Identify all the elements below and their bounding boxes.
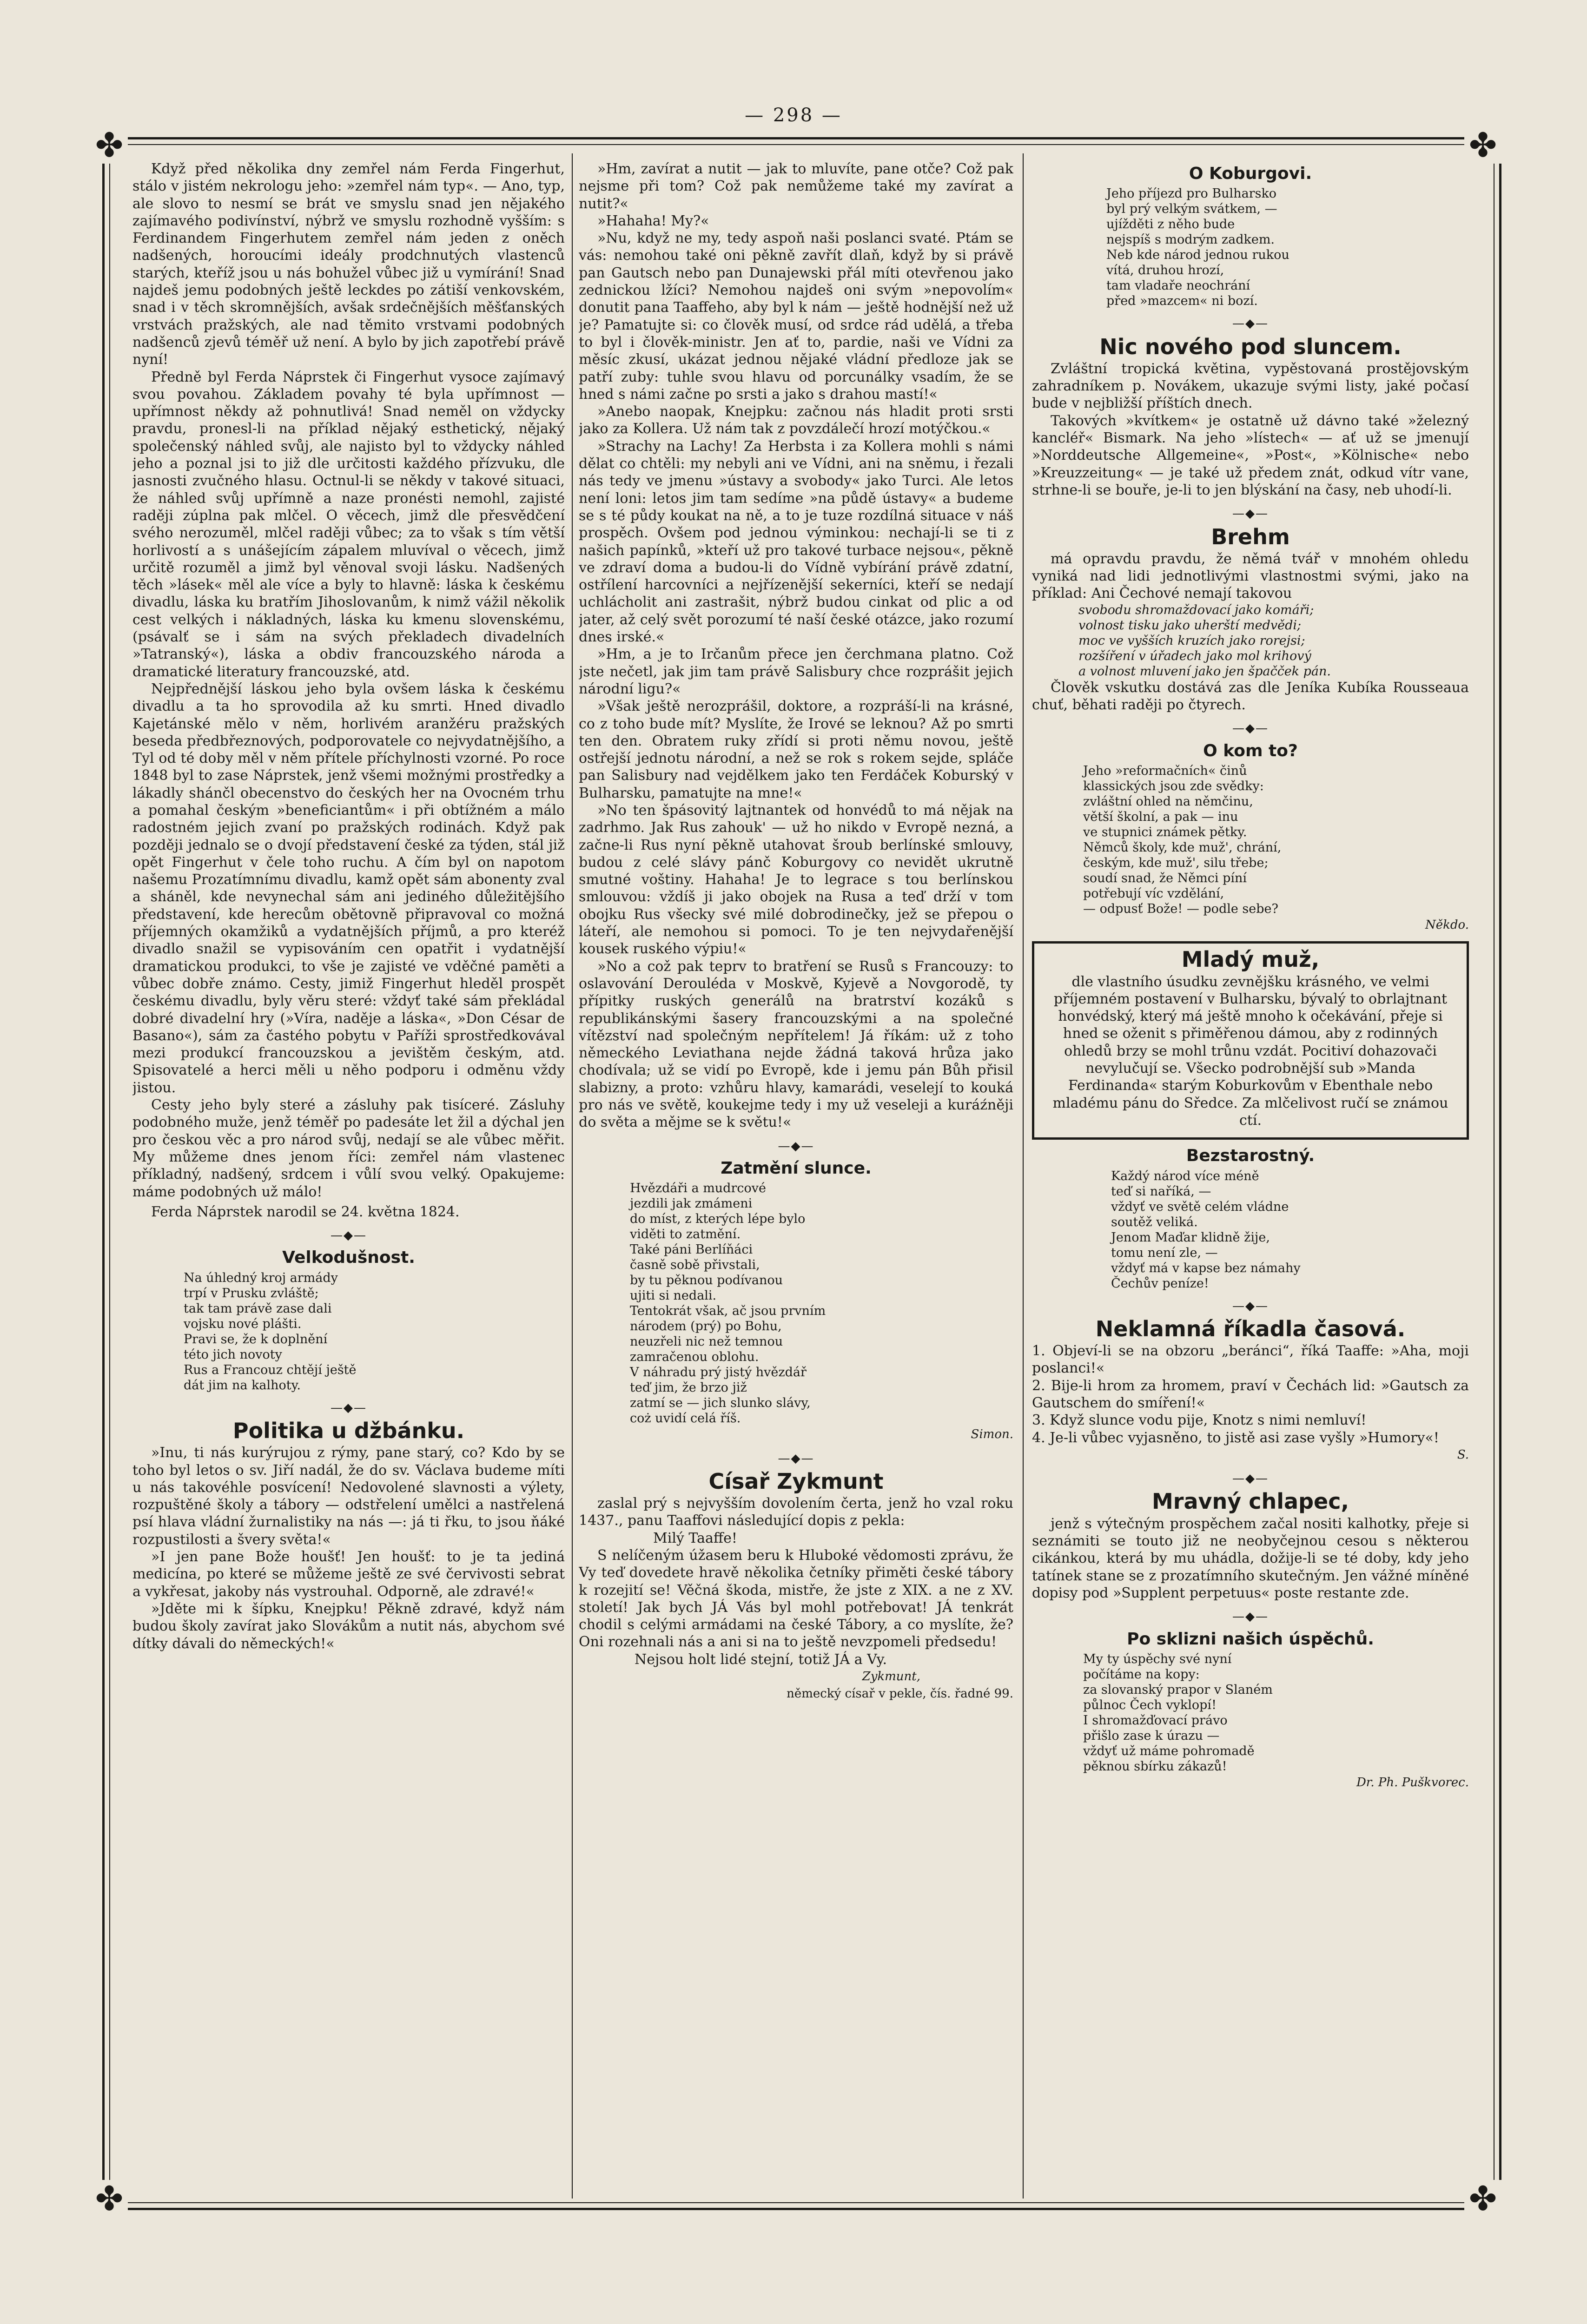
poem-line: zvláštní ohled na němčinu, [1083, 794, 1253, 809]
list-line: svobodu shromaždovací jako komáři; [1078, 602, 1314, 617]
poem-line: tak tam právě zase dali [184, 1301, 332, 1316]
numbered-item: 1. Objeví-li se na obzoru „beránci“, říká Taaffe: »Aha, moji poslanci!« [1032, 1343, 1469, 1377]
poem-line: do míst, z kterých lépe bylo [630, 1212, 806, 1227]
advert-title: Mladý muž, [1181, 947, 1320, 972]
page-number: — 298 — [745, 105, 842, 126]
poem-line: vždyť ve světě celém vládne [1111, 1199, 1289, 1214]
list-line: rozšíření v úřadech jako mol krihový [1078, 648, 1311, 663]
dialog-paragraph: »Jděte mi k šípku, Knejpku! Pěkně zdravé, když nám budou školy zavírat jako Slovákům a nutit nás, abychom své dítky dávali do německých!« [132, 1600, 565, 1652]
dialog-paragraph: »Nu, když ne my, tedy aspoň naši poslanci svaté. Ptám se vás: nemohou také oni pěkně zavřít dlaň, když by si právě pan Gautsch nebo pan Dunajewski přál míti otevřenou jako zednickou lžíci? Nemohou najdeš oni svým »nepovolím« donutit pana Taaffeho, aby byl k nám — ještě hodnější než už je? Pamatujte si: co člověk musí, od srdce rád udělá, a třeba to byl i člověk-ministr. Jen ať to, pardie, naši ve Vídni za měsíc zkusí, ukázat jednou nějaké vládní předloze jak se patří zuby: tuhle svou hlavu od porcunálky vsadím, že se hned s námi začne po srsti a jako s drahou mastí!« [579, 230, 1013, 403]
poem-line: soutěž veliká. [1111, 1215, 1198, 1229]
article-paragraph: Člověk vskutku dostává zas dle Jeníka Kubíka Rousseaua chuť, běhati raději po čtyrech. [1032, 679, 1469, 713]
poem-line: soudí snad, že Němci píní [1083, 871, 1247, 885]
dialog-paragraph: »Hm, a je to Irčanům přece jen čerchmana platno. Což jste nečetl, jak jim tam právě Salisbury chce rozprášit jejich národní ligu?« [579, 646, 1013, 697]
poem-line: Jeho »reformačních« činů [1083, 763, 1247, 778]
poem-line: za slovanský prapor v Slaném [1083, 1682, 1273, 1697]
poem-title: Po sklizni našich úspěchů. [1127, 1629, 1374, 1649]
poem-title: Bezstarostný. [1186, 1146, 1315, 1166]
poem-line: viděti to zatmění. [630, 1227, 741, 1242]
poem-line: Na úhledný kroj armády [184, 1270, 338, 1285]
poem-line: dát jim na kalhoty. [184, 1378, 301, 1393]
separator-ornament-icon: —◆— [1232, 1472, 1269, 1486]
column-3 [1032, 160, 1469, 2187]
poem-line: přišlo zase k úrazu — [1083, 1728, 1220, 1743]
poem-line: coż uvidí celá říš. [630, 1411, 741, 1426]
article-paragraph: jenž s výtečným prospěchem začal nositi kalhotky, přeje si seznámiti se touto již ne neobyčejnou cesou s některou cikánkou, která by mu uhádla, dožije-li se té doby, kdy jeho tatínek stane se z prozatímního skutečným. Jen vážné míněné dopisy pod »Supplent perpetuus« poste restante zde. [1032, 1515, 1469, 1601]
separator-ornament-icon: —◆— [331, 1228, 367, 1243]
numbered-item: 4. Je-li vůbec vyjasněno, to jistě asi zase vyšly »Humory«! [1032, 1429, 1439, 1446]
letter-close: Nejsou holt lidé stejní, totiž JÁ a Vy. [635, 1651, 887, 1668]
column-rule [1023, 153, 1024, 2199]
poem-line: ujiti si nedali. [630, 1288, 717, 1303]
dialog-paragraph: »Anebo naopak, Knejpku: začnou nás hladit proti srsti jako za Kollera. Už nám tak z povzdálečí hrozí motýčkou.« [579, 403, 1013, 437]
article-paragraph: Nejpřednější láskou jeho byla ovšem láska k českému divadlu a ta ho sprovodila až ku smrti. Hned divadlo Kajetánské mělo v něm, horlivém aranžéru pražských beseda předbřeznových, podporovatele co nejvydatnějšího, a Tyl od té doby měl v něm přítele příchylnosti vzorné. Po roce 1848 byl to zase Náprstek, jenž všemi možnými prostředky a lákadly shánčl obecenstvo do českých her na Ovocném trhu a pomahal českým »beneficiantům« i při obtížném a málo radostném jejich zvaní po pražských rodinách. Když pak později jednalo se o dvojí představení české za týden, stál již opět Fingerhut v čele toho ruchu. A čím byl on napotom našemu Prozatímnímu divadlu, kamž opět sám abonenty zval a sháněl, kde nevynechal sám ani jediného důležitějšího představení, kde herecům obětovně připravoval co možná příjemných okamžiků a vydatnějších příjmů, a pro kteréž divadlo snažil se vypisováním cen opatřit i vydatnější dramatickou produkci, to vše je zajisté ve vděčné paměti a vůbec dobře známo. Cesty, jimiž Fingerhut hleděl prospět českému divadlu, byly věru steré: vždyť také sám překládal dobré divadelní hry (»Víra, naděje a láska«, »Don César de Basano«), sám za častého pobytu v Paříži sprostředkovával mezi produkcí francouzskou a jevištěm českým, atd. Spisovatelé a herci měli u něho podporu i odměnu vždy jistou. [132, 680, 565, 1096]
numbered-item: 2. Bije-li hrom za hromem, praví v Čechách lid: »Gautsch za Gautschem do smíření!« [1032, 1377, 1469, 1411]
poem-line: Každý národ více méně [1111, 1169, 1259, 1183]
section-title: Nic nového pod sluncem. [1099, 334, 1402, 359]
poem-signature: Dr. Ph. Puškvorec. [1356, 1775, 1469, 1789]
separator-ornament-icon: —◆— [1232, 1610, 1269, 1624]
poem-line: byl prý velkým svátkem, — [1106, 202, 1277, 217]
poem-zatmeni [579, 1181, 1013, 1426]
poem-line: teď jim, že brzo již [630, 1380, 747, 1395]
poem-line: Neb kde národ jednou rukou [1106, 248, 1289, 263]
poem-line: této jich novoty [184, 1347, 282, 1362]
poem-line: Jenom Maďar klidně žije, [1111, 1230, 1270, 1245]
poem-line: jezdili jak zmámeni [630, 1196, 753, 1211]
letter-signature: Zykmunt, [862, 1670, 920, 1684]
poem-title: O kom to? [1203, 741, 1298, 760]
poem-line: vždyť už máme pohromadě [1083, 1743, 1255, 1758]
separator-ornament-icon: —◆— [1232, 721, 1269, 736]
poem-line: neuzřeli nic než temnou [630, 1334, 783, 1349]
article-paragraph: Takových »kvítkem« je ostatně už dávno také »železný kancléř« Bismark. Na jeho »lístech« — ať už se jmenují »Norddeutsche Allgemeine«, »Post«, »Kölnische« nebo »Kreuzzeitung« — je také už předem znát, odkud vítr vane, strhne-li se bouře, je-li to jen blýskání na časy, neb uhodí-li. [1032, 412, 1469, 498]
section-title: Císař Zykmunt [708, 1468, 884, 1494]
dialog-paragraph: »Inu, ti nás kurýrujou z rýmy, pane starý, co? Kdo by se toho byl letos o sv. Jiří nadál, že do sv. Václava budeme míti u nás takovéhle posvícení! Nedovolené slavnosti a výlety, rozpuštěné školy a tábory — odstřelení umělci a nastřelená psí hlava vládní žurnalistiky na nás —: já ti řku, to jsou ňáké rozpustilosti a švery světa!« [132, 1445, 565, 1548]
poem-signature: Někdo. [1425, 918, 1469, 932]
poem-line: Pravi se, že k doplnění [184, 1332, 328, 1347]
column-1 [132, 160, 565, 2187]
poem-line: zamračenou oblohu. [630, 1350, 759, 1365]
poem-line: Čechův peníze! [1111, 1276, 1209, 1291]
poem-line: nejspíš s modrým zadkem. [1106, 232, 1275, 247]
poem-line: českým, kde muž', silu třebe; [1083, 855, 1269, 870]
poem-line: potřebují víc vzdělání, [1083, 886, 1224, 901]
poem-line: trpí v Prusku zvláště; [184, 1286, 319, 1301]
poem-line: národem (prý) po Bohu, [630, 1319, 782, 1334]
separator-ornament-icon: —◆— [1232, 507, 1269, 521]
article-paragraph: Když před několika dny zemřel nám Ferda Fingerhut, stálo v jistém nekrologu jeho: »zemřel nám typ«. — Ano, typ, ale slovo to nesmí se brát ve smyslu snad jen nějakého zajímavého podivínství, nýbrž ve smyslu rozhodně vyšším: s Ferdinandem Fingerhutem zemřel nám jeden z oněch nadšených, horoucími ideály prodchnutých vlastenců starých, kteříž jsou u nás bohužel vůbec již u vymírání! Snad najdeš jemu podobných ještě leckdes po zátiší venkovském, snad i v těch skromnějších, avšak srdečnějších měšťanských vrstvách pražských, ale nad těmito vrstvami podobných nadšenců zjevů téměř už není. A bylo by jich zapotřebí právě nyní! [132, 161, 565, 368]
poem-line: zatmí se — jich slunko slávy, [630, 1396, 811, 1411]
poem-line: počítáme na kopy: [1083, 1667, 1200, 1682]
dialog-paragraph: »No a což pak teprv to bratření se Rusů s Francouzy: to oslavování Derouléda v Moskvě, Kyjevě a Novgorodě, ty přípitky ruských generálů na bratrství kozáků s republikánskými šasery francouzskými a na společné vítězství nad společným nepřítelem! Já říkám: už z toho německého Leviathana nejde žádná taková hrůza jako chodívala; už se vidí po Evropě, kde i jemu pán Bůh přisil slabizny, a proto: vzhůru hlavy, kamarádi, veselejí to kouká pro nás ve světě, koukejme tedy i my už veseleji a kuráźněji do světa a mějme se k světu!« [579, 958, 1013, 1131]
poem-line: vítá, druhou hrozí, [1106, 263, 1224, 278]
letter-intro: zaslal prý s nejvyšším dovolením čerta, jenž ho vzal roku 1437., panu Taaffovi následující dopis z pekla: [579, 1495, 1013, 1529]
separator-ornament-icon: —◆— [778, 1451, 814, 1466]
poem-title: Velkodušnost. [282, 1248, 415, 1268]
list-line: moc ve vyšších kruzích jako rorejsi; [1078, 633, 1305, 648]
dialog-paragraph: »Hm, zavírat a nutit — jak to mluvíte, pane otče? Což pak nejsme při tom? Což pak nemůžeme také my zavírat a nutit?« [579, 161, 1013, 212]
poem-line: I shromažďovací právo [1083, 1713, 1228, 1728]
poem-line: větší školní, a pak — inu [1083, 809, 1238, 824]
dialog-paragraph: »I jen pane Bože houšť! Jen houšť: to je ta jediná medicína, po které se můžeme ještě ze své červivosti sebrat a vykřesat, jakoby nás vystrouhal. Odporně, ale zdravé!« [132, 1549, 565, 1600]
poem-line: — odpusť Bože! — podle sebe? [1083, 901, 1278, 916]
poem-line: Rus a Francouz chtějí ještě [184, 1362, 357, 1377]
poem-line: Jeho příjezd pro Bulharsko [1106, 186, 1277, 201]
list-line: a volnost mluvení jako jen špačček pán. [1078, 664, 1331, 679]
letter-body: S nelíčeným úžasem beru k Hluboké vědomosti zprávu, že Vy teď dovedete hravě několika četníky přiměti české tábory k rozejití se! Věčná škoda, mistře, že jste z XIX. a ne z XV. století! Jak bych JÁ Vás byl mohl potřebovat! JÁ tenkrát chodil s celými armádami na české Tábory, a co myslíte, že? Oni rozehnali nás a ani si na to ještě nevzpomeli předsedu! [579, 1547, 1013, 1651]
poem-line: V náhradu prý jistý hvězdář [630, 1365, 807, 1380]
poem-line: Němců školy, kde muž', chrání, [1083, 840, 1282, 855]
corner-ornament-icon: ✤ [91, 126, 128, 164]
separator-ornament-icon: —◆— [778, 1139, 814, 1153]
poem-line: ujížděti z něho bude [1106, 217, 1235, 232]
brehm-list [1032, 602, 1469, 679]
numbered-item: 3. Když slunce vodu pije, Knotz s nimi nemluví! [1032, 1412, 1367, 1429]
poem-line: ve stupnici známek pětky. [1083, 825, 1247, 839]
poem-title: O Koburgovi. [1189, 164, 1312, 183]
section-signature: S. [1457, 1447, 1469, 1462]
poem-title: Zatmění slunce. [721, 1158, 872, 1178]
advert-box [1032, 941, 1469, 1140]
article-paragraph: má opravdu pravdu, že němá tvář v mnohém ohledu vyniká nad lidi jednotlivými vlastnostmi svými, jako na příklad: Ani Čechové nemají takovou [1032, 550, 1469, 602]
poem-bezstarostny [1032, 1169, 1469, 1291]
poem-line: Tentokrát však, ač jsou prvním [630, 1304, 826, 1319]
poem-koburg [1032, 186, 1469, 309]
poem-line: časně sobě přivstali, [630, 1258, 760, 1273]
poem-line: teď si naříká, — [1111, 1184, 1211, 1199]
section-title: Politika u džbánku. [232, 1418, 465, 1443]
article-paragraph: Zvláštní tropická květina, vypěstovaná prostějovským zahradníkem p. Novákem, ukazuje svými listy, jaké počasí bude v nejbližší příštích dnech. [1032, 360, 1469, 412]
poem-line: vojsku nové plášti. [184, 1316, 302, 1331]
corner-ornament-icon: ✤ [1464, 2180, 1501, 2217]
article-paragraph: Cesty jeho byly steré a zásluhy pak tisíceré. Zásluhy podobného muže, jenž téměř po padesáte let žil a dýchal jen pro českou věc a pro národ svůj, nedají se ale vůbec měřit. My můžeme dnes jenom říci: zemřel nám vlastenec příkladný, nadšený, srdcem i vůlí svou velký. Opakujeme: máme podobných už málo! [132, 1097, 565, 1200]
dialog-paragraph: »Však ještě nerozprášil, doktore, a rozpráší-li na krásné, co z toho bude mít? Myslíte, že Irové se leknou? Až po smrti ten den. Obratem ruky zřídí si proti němu novou, ještě ostřejší jednotu národní, a než se rok s rokem sejde, spláče pan Salisbury nad vejdělkem jako ten Ferdáček Koburský v Bulharsku, pamatujte na mne!« [579, 698, 1013, 801]
poem-line: pěknou sbírku zákazů! [1083, 1759, 1227, 1774]
poem-line: Také páni Berlíňáci [630, 1242, 753, 1257]
article-date: Ferda Náprstek narodil se 24. května 1824. [151, 1203, 460, 1220]
advert-text: dle vlastního úsudku zevnějšku krásného, ve velmi příjemném postavení v Bulharsku, bývalý to obrlajtnant honvédský, který má ještě mnoho k očekávání, přeje si hned se oženit s přiměřenou dámou, aby z rodinných ohledů brzy se mohl trůnu vzdát. Pocitiví dohazovači nevyluč̌ují se. Všecko podrobnější sub »Manda Ferdinanda« starým Koburkovům v Ebenthale nebo mladému pánu do Sředce. Za mlčelivost ručí se známou ctí. [1052, 973, 1448, 1129]
corner-ornament-icon: ✤ [91, 2180, 128, 2217]
separator-ornament-icon: —◆— [331, 1400, 367, 1415]
section-title: Mravný chlapec, [1152, 1489, 1349, 1514]
poem-line: tam vladaře neochrání [1106, 278, 1250, 293]
separator-ornament-icon: —◆— [1232, 317, 1269, 331]
poem-line: My ty úspěchy své nyní [1083, 1651, 1232, 1666]
column-2 [579, 160, 1013, 2187]
poem-line: vždyť má v kapse bez námahy [1111, 1261, 1301, 1275]
article-paragraph: Předně byl Ferda Náprstek či Fingerhut vysoce zajímavý svou povahou. Základem povahy té byla upřímnost — upřímnost někdy až pohnutlivá! Snad neměl on vždycky pravdu, pronesl-li na příklad nějaký esthetický, nějaký společenský náhled svůj, ale najisto byl to vždycky náhled jeho a poznal jsi to již dle určitosti každého přízvuku, dle jasnosti zvučného hlasu. Octnul-li se někdy v takové situaci, že náhled svůj upřímně a naze pronésti nemohl, zajisté raději zúplna pak mlčel. O věcech, jimž dle přesvědčení svého nerozuměl, mlčel raději vůbec; za to však s tím větší horlivostí a s unášejícím zápalem mluvíval o věcech, jimž určitě rozuměl a jimž byl věnoval svoji lásku. Nadšených těch »lásek« měl ale více a byly to hlavně: láska k českému divadlu, láska ku bratřím Jihoslovanům, k nimž vážil několik cest velkých i nákladných, láska ku kmenu slovenskému, (psávalť se i sám na svých překladech divadelních »Tatranský«), láska a obdiv francouzského národa a dramatické literatury francouzské, atd. [132, 369, 565, 680]
poem-sklizni [1032, 1651, 1469, 1774]
poem-line: půlnoc Čech vyklopí! [1083, 1697, 1217, 1712]
dialog-paragraph: »No ten špásovitý lajtnantek od honvédů to má nějak na zadrhmo. Jak Rus zahouk' — už ho nikdo v Evropě nezná, a začne-li Rus nyní pěkně utahovat šroub berlínské smlouvy, budou z celé slávy pánč Koburgovy co nevidět ukrutně smutné voštiny. Hahaha! Je to legrace s tou berlínskou smlouvou: vždíš ji jako obojek na Rusa a teď drží v tom obojku Rus všecky své milé dobrodinečky, jež se přepou o láteří, ale nemohou si pomoci. To je ten nejvydařenější kousek ruského výpiu!« [579, 802, 1013, 957]
dialog-paragraph: »Hahaha! My?« [597, 212, 709, 229]
poem-line: Hvězdáři a mudrcové [630, 1181, 766, 1196]
letter-signature-line: německý císař v pekle, čís. řadné 99. [787, 1687, 1013, 1701]
list-line: volnost tisku jako uherští medvědi; [1078, 618, 1302, 633]
poem-line: před »mazcem« ni bozí. [1106, 294, 1258, 309]
poem-line: by tu pěknou podívanou [630, 1273, 783, 1288]
poem-velkodusnost [132, 1270, 565, 1393]
section-title: Neklamná říkadla časová. [1095, 1316, 1406, 1341]
dialog-paragraph: »Strachy na Lachy! Za Herbsta i za Kollera mohli s námi dělat co chtěli: my nebyli ani ve Vídni, ani na sněmu, i řezali nás tedy ve jmenu »ústavy a svobody« jako Turci. Ale letos není loni: letos jim tam sedíme »na půdě ústavy« a budeme se s té půdy koukat na ně, a to je tuze rozdílná situace v náš prospěch. Ovšem pod jednou výminkou: nechají-li se ti z našich papínků, »kteří už pro takové turbace nejsou«, pěkně ve zdraví doma a budou-li do Vídně vybírání právě zdatní, ostřílení harcovníci a nejřízenější sekerníci, kteří se nedají uchlácholit ani zastrašit, nýbrž budou cinkat od plic a od jater, až celý svět porozumí té naší české otázce, jako rozumí dnes irské.« [579, 438, 1013, 646]
poem-okom [1032, 763, 1469, 917]
poem-line: tomu není zle, — [1111, 1245, 1218, 1260]
corner-ornament-icon: ✤ [1464, 126, 1501, 164]
column-rule [572, 153, 573, 2199]
poem-signature: Simon. [971, 1427, 1013, 1442]
letter-salutation: Milý Taaffe! [653, 1530, 737, 1546]
section-title: Brehm [1211, 524, 1290, 549]
poem-line: klassických jsou zde svědky: [1083, 779, 1264, 793]
separator-ornament-icon: —◆— [1232, 1299, 1269, 1313]
